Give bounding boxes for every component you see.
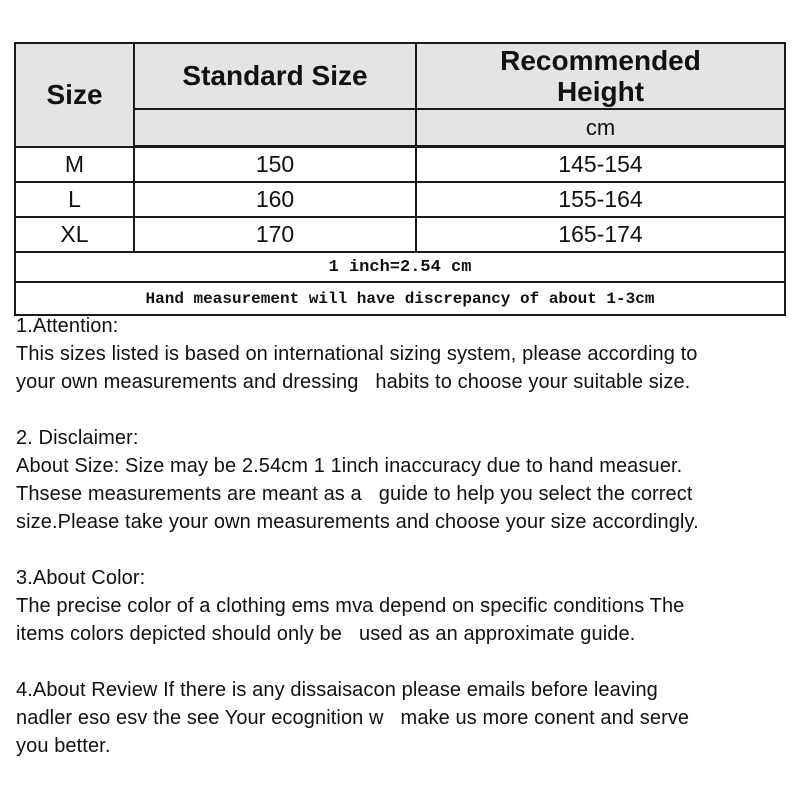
disclaimer-line: Thsese measurements are meant as a guide to help you select the correct [16,483,693,505]
standard-size-column-header: Standard Size [134,43,416,109]
standard-size-unit-cell [134,109,416,147]
inch-note-row [15,252,785,282]
about-color-line: items colors depicted should only be used as an approximate guide. [16,623,636,645]
size-column-header: Size [15,43,134,147]
recommended-height-value: 145-154 [416,147,785,183]
table-row-l [15,182,785,217]
standard-size-value: 170 [134,217,416,252]
disclaimer-title: 2. Disclaimer: [16,427,139,449]
size-table [14,42,786,316]
table-row-m [15,147,785,183]
notes-area [16,312,794,788]
about-color-section [16,564,794,648]
header-row-titles [15,43,785,109]
about-review-line: you better. [16,735,111,757]
about-color-line: The precise color of a clothing ems mva depend on specific conditions The [16,595,685,617]
attention-title: 1.Attention: [16,315,119,337]
disclaimer-section [16,424,794,536]
recommended-height-label: Recommended Height [500,44,701,107]
hand-note-row [15,282,785,315]
about-review-line: 4.About Review If there is any dissaisacon please emails before leaving [16,679,658,701]
recommended-height-value: 155-164 [416,182,785,217]
about-review-section [16,676,794,760]
disclaimer-line: About Size: Size may be 2.54cm 1 1inch inaccuracy due to hand measuer. [16,455,683,477]
size-value: XL [15,217,134,252]
hand-measurement-note: Hand measurement will have discrepancy of about 1-3cm [15,282,785,315]
recommended-height-column-header [416,43,785,109]
standard-size-value: 150 [134,147,416,183]
table-row-xl [15,217,785,252]
size-value: M [15,147,134,183]
about-review-line: nadler eso esv the see Your ecognition w make us more conent and serve [16,707,690,729]
attention-section [16,312,794,396]
size-value: L [15,182,134,217]
attention-line: your own measurements and dressing habits to choose your suitable size. [16,371,691,393]
about-color-title: 3.About Color: [16,567,146,589]
recommended-height-value: 165-174 [416,217,785,252]
disclaimer-line: size.Please take your own measurements and choose your size accordingly. [16,511,699,533]
standard-size-value: 160 [134,182,416,217]
attention-line: This sizes listed is based on international sizing system, please according to [16,343,698,365]
height-unit-cell: cm [416,109,785,147]
inch-conversion-note: 1 inch=2.54 cm [15,252,785,282]
